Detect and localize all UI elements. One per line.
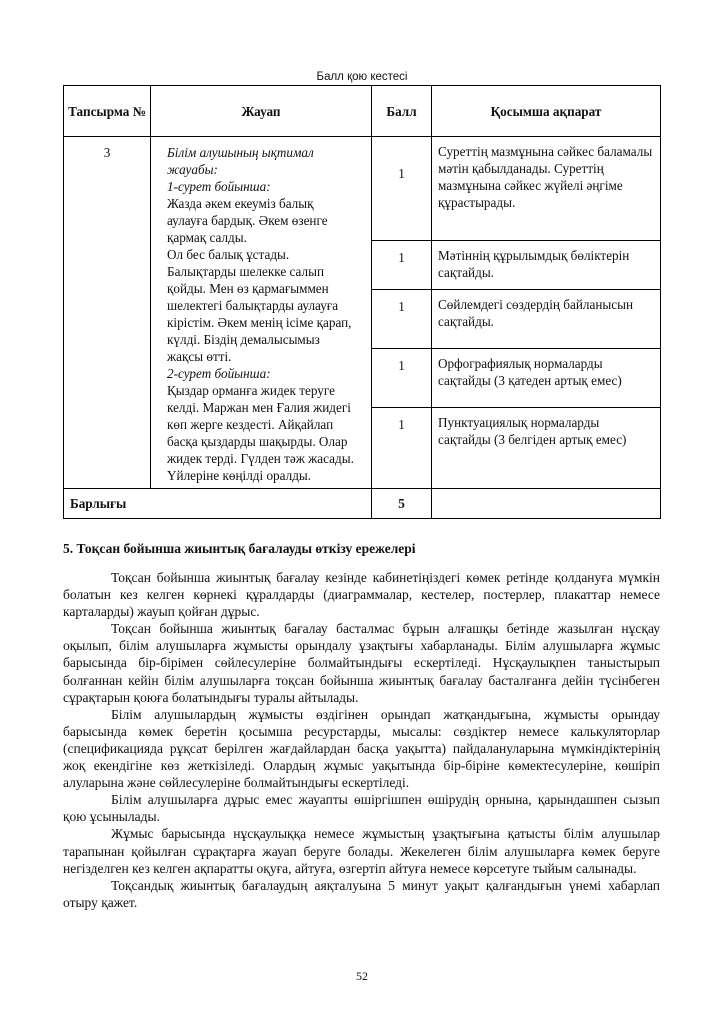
total-label: Барлығы	[64, 489, 372, 519]
task-number-cell: 3	[64, 137, 151, 489]
criterion-info: Орфографиялық нормаларды сақтайды (3 қатеден артық емес)	[432, 349, 661, 408]
total-extra-empty	[432, 489, 661, 519]
picture-1-line: Ол бес балық ұстады.	[167, 247, 290, 262]
picture-2-line: көп жерге кездесті. Айқайлап	[167, 417, 334, 432]
header-extra-info: Қосымша ақпарат	[432, 86, 661, 137]
section-heading: 5. Тоқсан бойынша жиынтық бағалауды өткізу ережелері	[63, 541, 416, 556]
total-score: 5	[372, 489, 432, 519]
picture-1-line: қойды. Мен өз қармағыммен	[167, 281, 329, 296]
total-row	[64, 489, 661, 519]
picture-2-line: Қыздар орманға жидек теруге	[167, 383, 335, 398]
picture-2-line: Үйлеріне көңілді оралды.	[167, 468, 312, 483]
picture-2-line: басқа қыздарды шақырды. Олар	[167, 434, 348, 449]
picture-1-line: қармақ салды.	[167, 230, 247, 245]
criterion-info: Суреттің мазмұнына сәйкес баламалы мәтін қабылданады. Суреттің мазмұнына сәйкес жүйелі әңгіме құрастырады.	[432, 137, 661, 241]
rules-body	[63, 569, 660, 911]
picture-2-line: жидек терді. Гүлден тәж жасады.	[167, 451, 354, 466]
paragraph: Білім алушылардың жұмысты өздігінен орындап жатқандығына, жұмысты орындау барысында көмек беретін қосымша ресурстарды, мысалы: сөздіктер немесе калькуляторлар (спецификацияда рұқсат берілген жағдайлардан басқа уақытта) пайдалануларына мүмкіндіктерінің жоқ екендігіне көз жеткізіледі. Олардың жұмыс уақытында бір-біріне көмектесулеріне, көшіріп алуларына және сөйлесулеріне болмайтындығы ескертіледі.	[63, 706, 660, 791]
picture-1-line: кірістім. Әкем менің ісіме қарап,	[167, 315, 352, 330]
picture-1-line: аулауға бардық. Әкем өзенге	[167, 213, 328, 228]
picture-1-line: шелектегі балықтарды аулауға	[167, 298, 339, 313]
criterion-info: Мәтіннің құрылымдық бөліктерін сақтайды.	[432, 241, 661, 290]
paragraph: Тоқсандық жиынтық бағалаудың аяқталуына 5 минут уақыт қалғандығын үнемі хабарлап отыру қажет.	[63, 877, 660, 910]
answer-cell	[151, 137, 372, 489]
paragraph: Тоқсан бойынша жиынтық бағалау басталмас бұрын алғашқы бетінде жазылған нұсқау оқылып, білім алушыларға жұмысты орындалу ұзақтығы хабарланады. Білім алушыларға жұмыс барысында бір-бірімен сөйлесулеріне болмайтындығы ескертіледі. Нұсқаулықпен таныстырып болғаннан кейін білім алушыларға тоқсан бойынша жиынтық бағалау басталғанға дейін түсінбеген сұрақтарын қоюға болатындығы туралы айтылады.	[63, 621, 660, 705]
criterion-info: Сөйлемдегі сөздердің байланысын сақтайды.	[432, 290, 661, 349]
paragraph: Тоқсан бойынша жиынтық бағалау кезінде кабинетіңіздегі көмек ретінде қолдануға мүмкін болатын кез келген көрнекі құралдарды (диаграммалар, кестелер, постерлер, плакаттар немесе карталарды) жауып қойған дұрыс.	[63, 570, 660, 620]
score-cell: 1	[372, 290, 432, 349]
score-cell: 1	[372, 349, 432, 408]
picture-1-line: Балықтарды шелекке салып	[167, 264, 325, 279]
table-row	[64, 137, 661, 241]
picture-2-line: келді. Маржан мен Ғалия жидегі	[167, 400, 351, 415]
table-caption: Балл қою кестесі	[316, 71, 408, 83]
table-header-row	[64, 86, 661, 137]
header-answer: Жауап	[151, 86, 372, 137]
header-score: Балл	[372, 86, 432, 137]
score-cell: 1	[372, 137, 432, 241]
header-task-number: Тапсырма №	[64, 86, 151, 137]
picture-1-line: күлді. Біздің демалысымыз	[167, 332, 320, 347]
paragraph: Жұмыс барысында нұсқаулыққа немесе жұмыстың ұзақтығына қатысты білім алушылар тарапынан қойылған сұрақтарға жауап беруге болады. Жекелеген білім алушыларға көмек беруге негізделген кез келген ақпаратты оқуға, айтуға, өзгертіп айтуға немесе көрсетуге тыйым салынады.	[63, 826, 660, 876]
picture-1-label: 1-сурет бойынша:	[167, 179, 271, 194]
paragraph: Білім алушыларға дұрыс емес жауапты өшіргішпен өшірудің орнына, қарындашпен сызып қою ұсынылады.	[63, 792, 660, 825]
score-cell: 1	[372, 408, 432, 489]
picture-2-label: 2-сурет бойынша:	[167, 366, 271, 381]
criterion-info: Пунктуациялық нормаларды сақтайды (3 белгіден артық емес)	[432, 408, 661, 489]
page-number: 52	[356, 969, 368, 983]
score-cell: 1	[372, 241, 432, 290]
picture-1-line: жақсы өтті.	[167, 349, 232, 364]
grading-table	[63, 85, 661, 519]
picture-1-line: Жазда әкем екеуміз балық	[167, 196, 314, 211]
answer-intro: Білім алушының ықтимал жауабы:	[167, 145, 314, 177]
